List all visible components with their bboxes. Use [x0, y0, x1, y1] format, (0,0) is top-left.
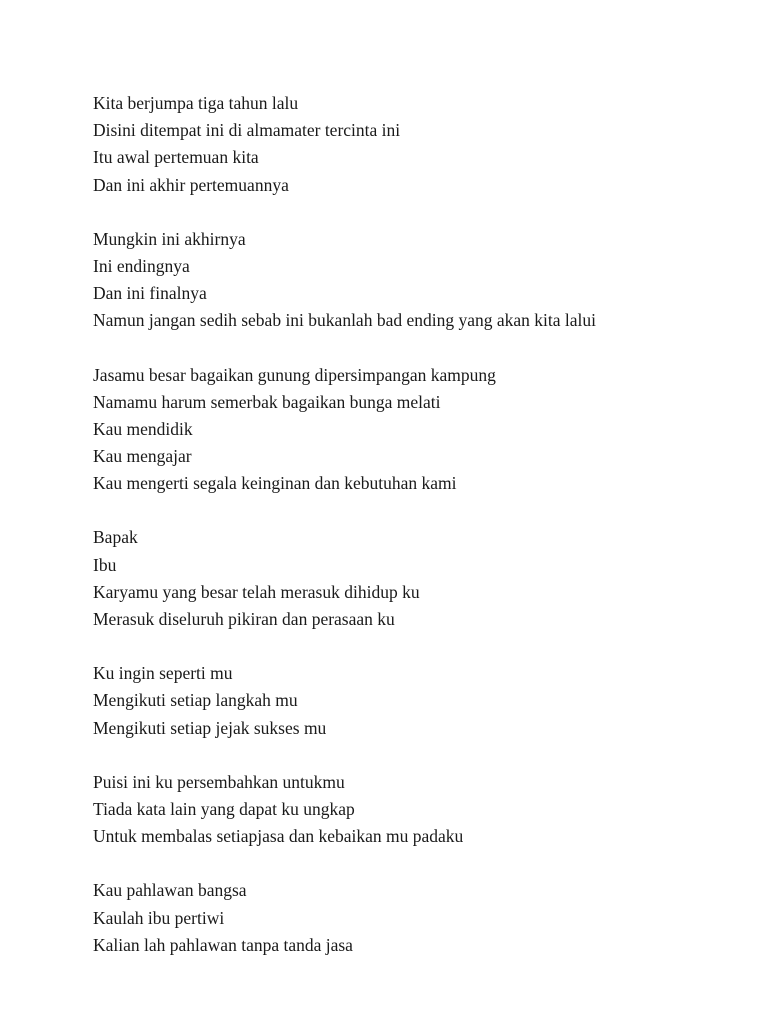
poem-line: Ini endingnya: [93, 255, 190, 276]
stanza: [93, 769, 733, 851]
stanza: [93, 362, 733, 498]
poem-line: Kau mengerti segala keinginan dan kebutuhan kami: [93, 473, 457, 494]
poem-line: Mengikuti setiap jejak sukses mu: [93, 717, 327, 738]
poem-line: Tiada kata lain yang dapat ku ungkap: [93, 798, 355, 819]
poem-line: Karyamu yang besar telah merasuk dihidup ku: [93, 581, 420, 602]
poem-line: Kau pahlawan bangsa: [93, 880, 247, 901]
poem-line: Namun jangan sedih sebab ini bukanlah bad ending yang akan kita lalui: [93, 310, 596, 331]
stanza: [93, 226, 733, 335]
stanza: [93, 877, 733, 959]
poem-line: Mengikuti setiap langkah mu: [93, 690, 298, 711]
poem-line: Merasuk diseluruh pikiran dan perasaan ku: [93, 609, 395, 629]
poem-line: Disini ditempat ini di almamater tercinta ini: [93, 120, 401, 141]
poem-line: Jasamu besar bagaikan gunung dipersimpangan kampung: [93, 364, 496, 385]
poem-line: Bapak: [93, 527, 138, 548]
poem-line: Namamu harum semerbak bagaikan bunga melati: [93, 391, 441, 412]
poem-line: Dan ini finalnya: [93, 283, 207, 304]
poem-line: Ku ingin seperti mu: [93, 663, 233, 684]
stanza: [93, 524, 733, 633]
poem-line: Ibu: [93, 554, 117, 575]
stanza: [93, 660, 733, 742]
poem-line: Kita berjumpa tiga tahun lalu: [93, 93, 299, 113]
poem-line: Mungkin ini akhirnya: [93, 228, 246, 249]
poem-line: Puisi ini ku persembahkan untukmu: [93, 771, 345, 792]
poem-line: Kau mendidik: [93, 418, 193, 439]
poem-line: Itu awal pertemuan kita: [93, 147, 259, 168]
poem-line: Kalian lah pahlawan tanpa tanda jasa: [93, 934, 353, 955]
poem: [93, 90, 733, 986]
poem-line: Untuk membalas setiapjasa dan kebaikan mu padaku: [93, 826, 464, 847]
poem-line: Kaulah ibu pertiwi: [93, 907, 225, 928]
poem-line: Kau mengajar: [93, 446, 192, 467]
stanza: [93, 90, 733, 199]
poem-line: Dan ini akhir pertemuannya: [93, 174, 289, 195]
